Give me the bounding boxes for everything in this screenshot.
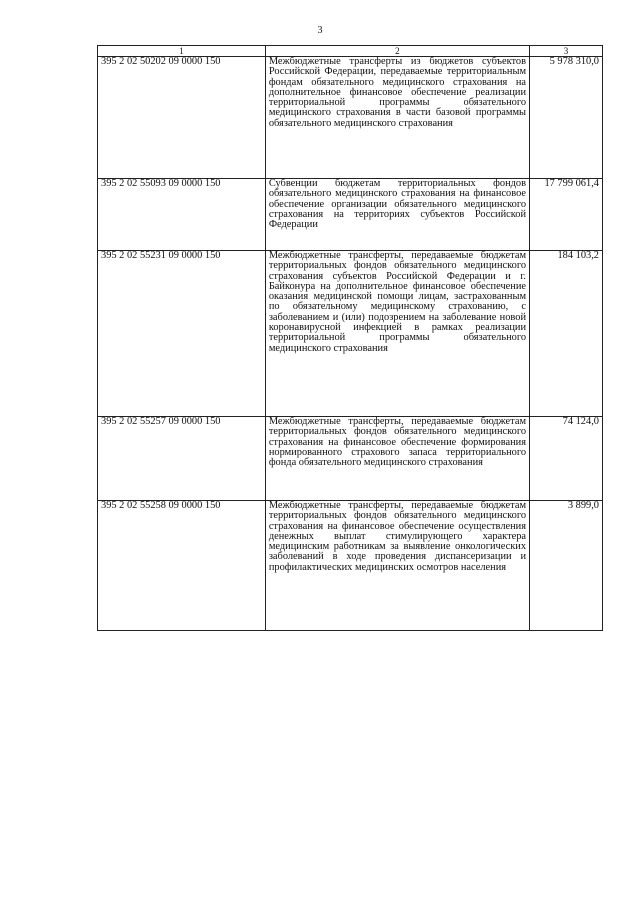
budget-code-cell: 395 2 02 55231 09 0000 150 [98, 251, 266, 417]
budget-code-cell: 395 2 02 55093 09 0000 150 [98, 179, 266, 251]
budget-code-cell: 395 2 02 50202 09 0000 150 [98, 57, 266, 179]
amount-cell: 74 124,0 [530, 417, 603, 501]
description-cell: Субвенции бюджетам территориальных фондов обязательного медицинского страхования на финансовое обеспечение организации обязательного медицинского страхования на территориях субъектов Российской Федерации [265, 179, 529, 251]
amount-cell: 3 899,0 [530, 501, 603, 631]
column-number-row [98, 46, 603, 57]
description-cell: Межбюджетные трансферты, передаваемые бюджетам территориальных фондов обязательного медицинского страхования на финансовое обеспечение формирования нормированного страхового запаса территориального фонда обязательного медицинского страхования [265, 417, 529, 501]
column-header-amount: 3 [530, 46, 603, 57]
table-row [98, 417, 603, 501]
table-row [98, 501, 603, 631]
budget-code-cell: 395 2 02 55257 09 0000 150 [98, 417, 266, 501]
table-row [98, 57, 603, 179]
amount-cell: 184 103,2 [530, 251, 603, 417]
description-cell: Межбюджетные трансферты, передаваемые бюджетам территориальных фондов обязательного медицинского страхования на финансовое обеспечение осуществления денежных выплат стимулирующего характера медицинским работникам за выявление онкологических заболеваний в ходе проведения диспансеризации и профилактических медицинских осмотров населения [265, 501, 529, 631]
amount-cell: 17 799 061,4 [530, 179, 603, 251]
budget-revenue-table [97, 45, 603, 631]
description-cell: Межбюджетные трансферты, передаваемые бюджетам территориальных фондов обязательного медицинского страхования субъектов Российской Федерации и г. Байконура на дополнительное финансовое обеспечение оказания медицинской помощи лицам, застрахованным по обязательному медицинскому страхованию, с заболеванием и (или) подозрением на заболевание новой коронавирусной инфекцией в рамках реализации территориальной программы обязательного медицинского страхования [265, 251, 529, 417]
description-cell: Межбюджетные трансферты из бюджетов субъектов Российской Федерации, передаваемые территориальным фондам обязательного медицинского страхования на дополнительное финансовое обеспечение реализации территориальной программы обязательного медицинского страхования в части базовой программы обязательного медицинского страхования [265, 57, 529, 179]
amount-cell: 5 978 310,0 [530, 57, 603, 179]
column-header-description: 2 [265, 46, 529, 57]
page-number: 3 [317, 25, 323, 36]
table-row [98, 179, 603, 251]
column-header-code: 1 [98, 46, 266, 57]
budget-code-cell: 395 2 02 55258 09 0000 150 [98, 501, 266, 631]
table-row [98, 251, 603, 417]
